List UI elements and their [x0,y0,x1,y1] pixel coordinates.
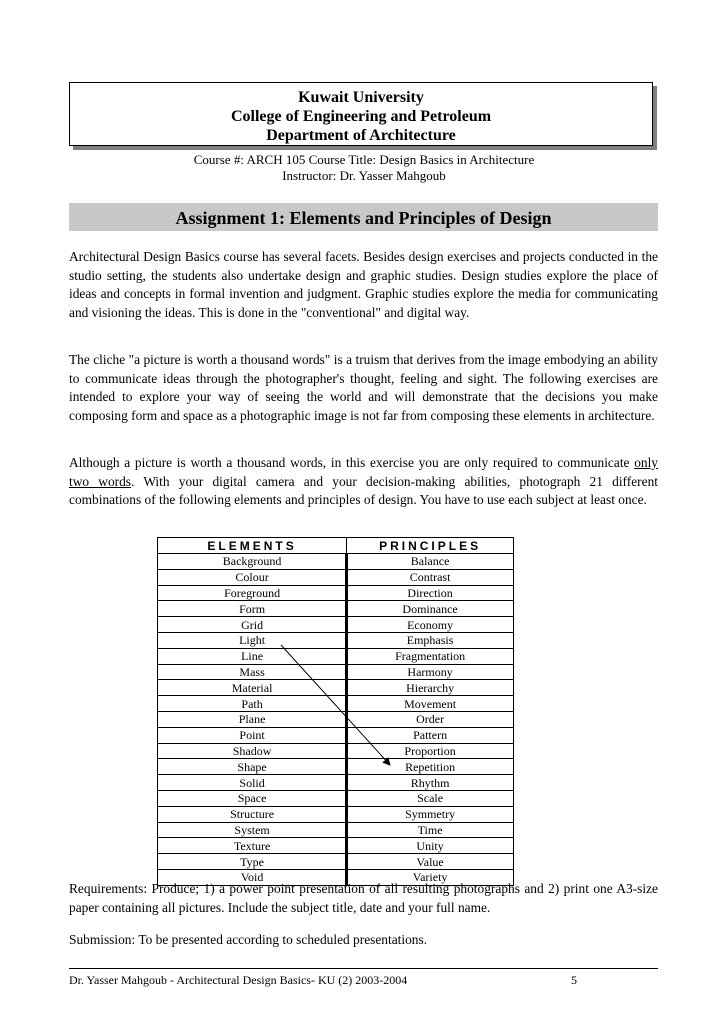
element-label: Texture [233,838,271,853]
principle-cell [347,554,514,570]
instructions-text-b: . With your digital camera and your decision-making abilities, photograph 21 different combinations of the following elements and principles of design. You have to use each subject at least once. [69,473,658,507]
principle-label: Dominance [402,601,458,616]
element-label: Solid [239,775,265,790]
principle-label: Hierarchy [406,680,455,695]
table-row [158,822,514,838]
footer-text: Dr. Yasser Mahgoub - Architectural Design Basics- KU (2) 2003-2004 [69,973,408,987]
principle-cell [347,759,514,775]
element-cell [158,617,347,633]
element-cell [158,696,347,712]
principle-label: Time [417,822,443,837]
element-cell [158,648,347,664]
principle-cell [347,632,514,648]
principle-cell [347,585,514,601]
element-label: Point [239,728,265,743]
element-label: Void [240,870,264,885]
element-label: Path [241,696,263,711]
table-row [158,711,514,727]
element-cell [158,727,347,743]
element-cell [158,775,347,791]
element-label: Mass [239,664,265,679]
paragraph-requirements: Requirements: Produce; 1) a power point presentation of all resulting photographs and 2) print one A3-size paper containing all pictures. Include the subject title, date and your full name. [69,881,658,915]
table-row [158,648,514,664]
element-cell [158,790,347,806]
principle-cell [347,569,514,585]
table-row [158,806,514,822]
instructions-text-a: Although a picture is worth a thousand words, in this exercise you are only required to communicate [69,455,635,470]
principle-cell [347,617,514,633]
principle-label: Contrast [409,570,451,585]
element-cell [158,601,347,617]
principle-label: Value [416,854,444,869]
instructor-info: Instructor: Dr. Yasser Mahgoub [282,168,446,183]
principle-label: Order [416,712,445,727]
principle-label: Scale [417,791,444,806]
element-label: Space [237,791,267,806]
table-row [158,632,514,648]
principle-label: Emphasis [406,633,454,648]
table-row [158,790,514,806]
table-row [158,743,514,759]
principle-cell [347,775,514,791]
principle-cell [347,790,514,806]
principle-label: Harmony [407,664,453,679]
principle-cell [347,854,514,870]
table-row [158,569,514,585]
table-row [158,727,514,743]
element-label: Background [222,554,282,569]
element-label: Foreground [224,585,281,600]
principle-label: Direction [407,585,453,600]
paragraph-intro: Architectural Design Basics course has several facets. Besides design exercises and projects conducted in the studio setting, the students also undertake design and graphic studies. Design studies explore the place of ideas and concepts in formal invention and judgment. Graphic studies explore the media for communicating and visioning the ideas. This is done in the "conventional" and digital way. [69,249,658,320]
table-row [158,601,514,617]
element-cell [158,806,347,822]
element-cell [158,632,347,648]
element-cell [158,854,347,870]
table-row [158,696,514,712]
element-label: Colour [235,570,269,585]
element-label: Grid [241,617,264,632]
element-cell [158,838,347,854]
principle-label: Unity [416,838,444,853]
paragraph-submission: Submission: To be presented according to scheduled presentations. [69,932,428,947]
principle-cell [347,648,514,664]
table-row [158,554,514,570]
paragraph-cliche: The cliche "a picture is worth a thousand words" is a truism that derives from the image embodying an ability to communicate ideas through the photographer's thought, feeling and sight. The following exercises are intended to explore your way of seeing the world and will demonstrate that the decisions you make composing form and space as a photographic image is not far from composing these elements in architecture. [69,352,658,423]
principle-cell [347,822,514,838]
element-cell [158,569,347,585]
principle-cell [347,664,514,680]
element-label: Plane [238,712,266,727]
table-row [158,775,514,791]
university-name: Kuwait University [298,89,424,106]
element-label: System [234,822,270,837]
principle-label: Variety [412,870,448,885]
college-name: College of Engineering and Petroleum [230,108,492,125]
principle-label: Economy [407,617,454,632]
table-row [158,664,514,680]
principle-label: Rhythm [410,775,450,790]
table-row [158,617,514,633]
principle-label: Pattern [413,728,448,743]
element-label: Light [239,633,266,648]
footer-rule [69,968,658,969]
element-cell [158,743,347,759]
principle-cell [347,838,514,854]
header-box [69,82,653,146]
table-row [158,854,514,870]
element-cell [158,585,347,601]
page-number: 5 [571,973,577,987]
element-cell [158,664,347,680]
element-cell [158,759,347,775]
department-name: Department of Architecture [266,127,456,144]
element-label: Shape [237,759,267,774]
table-row [158,680,514,696]
paragraph-instructions [69,454,658,510]
element-label: Line [241,649,264,664]
element-cell [158,680,347,696]
principles-header: PRINCIPLES [347,538,514,554]
element-label: Shadow [232,743,272,758]
element-label: Form [239,601,266,616]
table-header-row [158,538,514,554]
instructions-underlined: only two words [69,455,658,489]
table-row [158,838,514,854]
principle-label: Repetition [405,759,456,774]
principle-cell [347,806,514,822]
element-label: Structure [230,807,275,822]
principle-label: Symmetry [405,807,456,822]
principle-label: Fragmentation [395,649,466,664]
element-cell [158,711,347,727]
element-label: Material [231,680,273,695]
principle-label: Movement [404,696,457,711]
elements-principles-table [157,537,514,886]
principle-cell [347,601,514,617]
principle-cell [347,680,514,696]
principle-cell [347,743,514,759]
element-cell [158,554,347,570]
element-label: Type [240,854,264,869]
assignment-title: Assignment 1: Elements and Principles of Design [175,208,552,228]
principle-label: Proportion [404,743,456,758]
elements-header: ELEMENTS [158,538,347,554]
table-row [158,585,514,601]
principle-cell [347,727,514,743]
assignment-title-band [69,203,658,231]
principle-cell [347,696,514,712]
principle-label: Balance [410,554,450,569]
principle-cell [347,711,514,727]
table-row [158,759,514,775]
element-cell [158,822,347,838]
course-info: Course #: ARCH 105 Course Title: Design Basics in Architecture [193,152,535,167]
